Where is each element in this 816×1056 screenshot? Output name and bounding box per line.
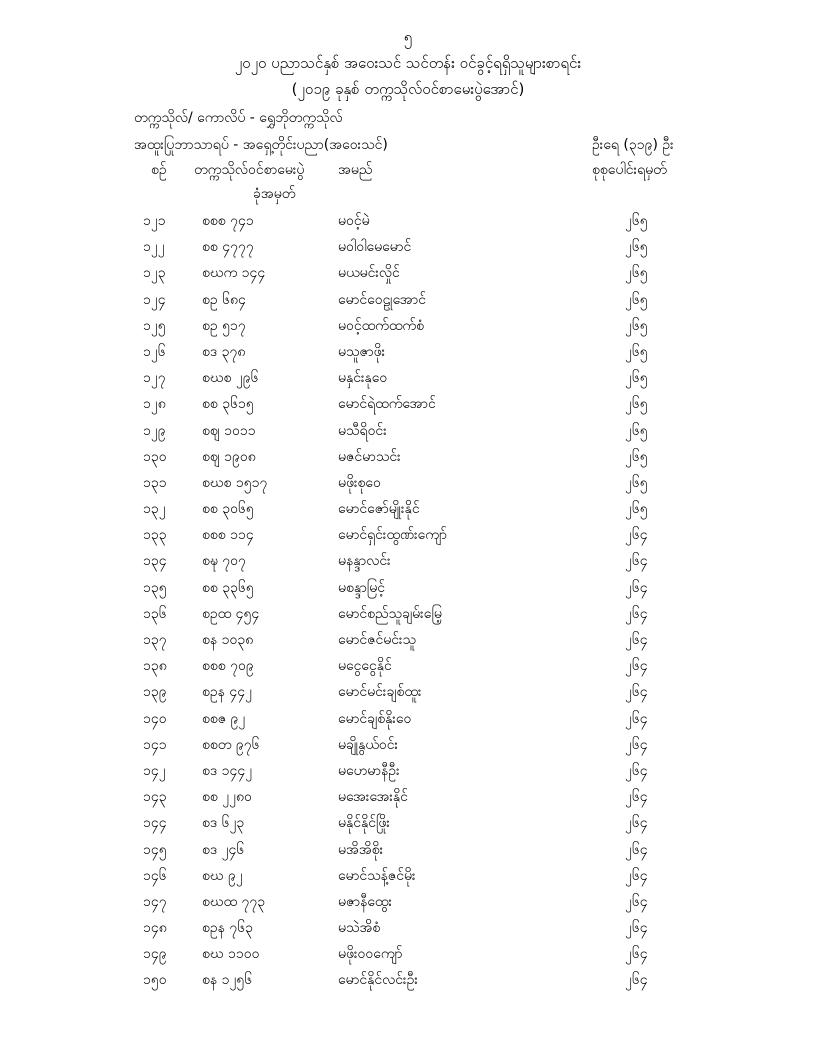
row-name: မောင်ဝေဠုအောင် xyxy=(338,291,426,308)
row-marks: ၂၆၄ xyxy=(625,841,648,858)
row-marks: ၂၆၄ xyxy=(625,893,648,910)
row-name: မဝါဝါမေမောင် xyxy=(338,239,412,256)
row-no: ၁၂၈ xyxy=(143,396,166,413)
row-name: မအိအိစိုး xyxy=(338,841,384,858)
table-row xyxy=(0,600,816,626)
row-name: မဇာနီထွေး xyxy=(338,893,393,910)
page-number: ၅ xyxy=(403,28,413,46)
table-row xyxy=(0,652,816,678)
row-roll: စစ ၃၆၁၅ xyxy=(202,396,254,413)
row-marks: ၂၆၄ xyxy=(625,736,648,753)
table-row xyxy=(0,443,816,469)
table-row xyxy=(0,678,816,704)
row-no: ၁၄၃ xyxy=(143,789,167,806)
row-marks: ၂၆၄ xyxy=(625,867,648,884)
row-no: ၁၄၉ xyxy=(143,946,167,963)
table-row xyxy=(0,914,816,940)
row-name: မဝင့်ထက်ထက်စံ xyxy=(338,317,424,334)
table-row xyxy=(0,233,816,259)
row-marks: ၂၆၅ xyxy=(625,422,648,439)
row-marks: ၂၆၄ xyxy=(625,579,648,596)
row-name: မငွေငွေနိုင် xyxy=(338,658,392,675)
table-row xyxy=(0,836,816,862)
row-roll: စဒ ၃၇၈ xyxy=(202,343,246,360)
row-roll: စစစ ၁၁၄ xyxy=(202,527,254,544)
row-marks: ၂၆၅ xyxy=(625,501,648,518)
row-no: ၁၂၅ xyxy=(143,317,166,334)
row-no: ၁၃၉ xyxy=(143,684,167,701)
row-no: ၁၄၂ xyxy=(143,762,166,779)
row-name: မောင်ရဲထက်အောင် xyxy=(338,396,436,413)
table-row xyxy=(0,495,816,521)
table-row xyxy=(0,417,816,443)
row-marks: ၂၆၅ xyxy=(625,396,648,413)
header-roll-line2: ခုံအမှတ် xyxy=(253,186,296,202)
table-row xyxy=(0,809,816,835)
row-name: မချိုနွယ်ဝင်း xyxy=(338,736,399,753)
row-name: မနန္ဒာလင်း xyxy=(338,553,391,570)
row-no: ၁၃၂ xyxy=(143,501,166,518)
row-no: ၁၂၁ xyxy=(143,213,166,229)
table-row xyxy=(0,731,816,757)
table-row xyxy=(0,862,816,888)
row-roll: စစဇ ၉၂ xyxy=(202,710,246,727)
row-no: ၁၅၀ xyxy=(143,972,167,989)
row-name: မောင်နိုင်လင်းဦး xyxy=(338,972,418,989)
row-name: မောင်ချစ်နိုးဝေ xyxy=(338,710,412,727)
row-no: ၁၂၉ xyxy=(143,422,166,439)
header-roll: တက္ကသိုလ်ဝင်စာမေးပွဲ xyxy=(194,162,305,178)
table-row xyxy=(0,338,816,364)
row-marks: ၂၆၄ xyxy=(625,815,648,832)
table-row xyxy=(0,312,816,338)
row-name: မဖိုးစုဝေ xyxy=(338,474,381,491)
row-marks: ၂၆၅ xyxy=(625,317,648,334)
row-name: မနှင်းနုဝေ xyxy=(338,370,388,387)
row-roll: စစတ ၉၇၆ xyxy=(202,736,260,753)
row-no: ၁၃၃ xyxy=(143,527,167,544)
row-marks: ၂၆၄ xyxy=(625,553,648,570)
row-no: ၁၄၆ xyxy=(143,867,167,884)
table-row xyxy=(0,547,816,573)
row-roll: စစစ ၇၄၁ xyxy=(202,213,254,229)
row-roll: စဃစ ၂၉၆ xyxy=(202,370,259,387)
row-marks: ၂၆၅ xyxy=(625,213,648,229)
row-no: ၁၃၀ xyxy=(143,448,167,465)
row-no: ၁၃၇ xyxy=(143,632,167,648)
row-no: ၁၄၇ xyxy=(143,893,167,910)
results-table xyxy=(0,207,816,993)
table-row xyxy=(0,574,816,600)
row-roll: စဃ ၁၁၀၀ xyxy=(202,946,260,963)
row-no: ၁၃၈ xyxy=(143,658,167,675)
row-name: မောင်ရှင်းထွဏ်းကျော် xyxy=(338,527,447,544)
row-roll: စဥ ၅၁၇ xyxy=(202,317,246,334)
row-roll: စဥထ ၄၅၄ xyxy=(202,605,260,622)
row-name: မအေးအေးနိုင် xyxy=(338,789,408,806)
row-marks: ၂၆၅ xyxy=(625,265,648,282)
row-roll: စန ၁၀၃၈ xyxy=(202,632,254,648)
row-no: ၁၂၇ xyxy=(143,370,166,387)
row-roll: စဃက ၁၄၄ xyxy=(202,265,266,282)
row-roll: စဥန ၇၆၃ xyxy=(202,920,253,937)
row-marks: ၂၆၅ xyxy=(625,343,648,360)
row-name: မဖိုးဝဝကျော် xyxy=(338,946,403,963)
row-name: မောင်ဇော်မျိုးနိုင် xyxy=(338,501,420,518)
row-name: မစန္ဒာမြင့် xyxy=(338,579,385,596)
table-row xyxy=(0,888,816,914)
document-title: ၂၀၂၀ ပညာသင်နှစ် အဝေးသင် သင်တန်း ဝင်ခွင့်ရရှိသူများစာရင်း xyxy=(234,54,582,72)
table-row xyxy=(0,521,816,547)
row-marks: ၂၆၄ xyxy=(625,684,648,701)
row-no: ၁၃၄ xyxy=(143,553,167,570)
row-roll: စဥန ၄၄၂ xyxy=(202,684,252,701)
row-marks: ၂၆၄ xyxy=(625,972,648,989)
row-no: ၁၂၃ xyxy=(143,265,166,282)
row-roll: စစ ၃၃၆၅ xyxy=(202,579,254,596)
row-marks: ၂၆၅ xyxy=(625,370,648,387)
row-marks: ၂၆၄ xyxy=(625,710,648,727)
row-marks: ၂၆၄ xyxy=(625,605,648,622)
row-roll: စဍ္ဎ ၇၀၇ xyxy=(202,553,246,570)
table-row xyxy=(0,259,816,285)
total-count: ဦးရေ (၃၁၉) ဦး xyxy=(592,137,674,153)
table-row xyxy=(0,207,816,233)
row-marks: ၂၆၅ xyxy=(625,448,648,465)
row-marks: ၂၆၄ xyxy=(625,527,648,544)
header-name: အမည် xyxy=(338,162,373,178)
row-roll: စစ ၃၀၆၅ xyxy=(202,501,254,518)
row-roll: စစ ၄၇၇၇ xyxy=(202,239,254,256)
row-no: ၁၃၁ xyxy=(143,474,167,491)
row-name: မောင်ဇင်မင်းသူ xyxy=(338,632,417,648)
row-no: ၁၃၆ xyxy=(143,605,167,622)
row-marks: ၂၆၄ xyxy=(625,658,648,675)
row-no: ၁၄၀ xyxy=(143,710,167,727)
university-label: တက္ကသိုလ်/ ကောလိပ် - ရွှေဘိုတက္ကသိုလ် xyxy=(134,110,343,126)
table-row xyxy=(0,286,816,312)
row-roll: စဒ ၁၄၄၂ xyxy=(202,762,253,779)
table-row xyxy=(0,966,816,992)
row-name: မယမင်းလှိုင် xyxy=(338,265,400,282)
row-roll: စဈ ၁၉၀၈ xyxy=(202,448,256,465)
row-marks: ၂၆၄ xyxy=(625,789,648,806)
row-no: ၁၃၅ xyxy=(143,579,167,596)
row-name: မဝင့်မဲ xyxy=(338,213,370,229)
row-no: ၁၄၁ xyxy=(143,736,167,753)
row-name: မသဲအိစံ xyxy=(338,920,381,937)
row-roll: စဒ ၂၄၆ xyxy=(202,841,245,858)
document-subtitle: (၂၀၁၉ ခုနှစ် တက္ကသိုလ်ဝင်စာမေးပွဲအောင်) xyxy=(291,80,525,98)
row-name: မောင်မင်းချစ်ထူး xyxy=(338,684,422,701)
row-roll: စဈ ၁၀၁၁ xyxy=(202,422,256,439)
row-name: မနိုင်နိုင်ဖြိုး xyxy=(338,815,390,832)
row-marks: ၂၆၄ xyxy=(625,946,648,963)
row-roll: စဃ ၉၂ xyxy=(202,867,243,884)
table-row xyxy=(0,705,816,731)
table-row xyxy=(0,757,816,783)
table-row xyxy=(0,626,816,652)
row-marks: ၂၆၄ xyxy=(625,762,648,779)
row-marks: ၂၆၄ xyxy=(625,632,648,648)
table-row xyxy=(0,390,816,416)
table-row xyxy=(0,783,816,809)
table-row xyxy=(0,364,816,390)
row-roll: စဃစ ၁၅၁၇ xyxy=(202,474,268,491)
row-name: မသီရိဝင်း xyxy=(338,422,387,439)
row-no: ၁၄၈ xyxy=(143,920,167,937)
row-no: ၁၂၂ xyxy=(143,239,165,256)
row-name: မောင်စည်သူချမ်းမြေ့ xyxy=(338,605,442,622)
row-name: မသူဇာဖိုး xyxy=(338,343,386,360)
row-roll: စန ၁၂၅၆ xyxy=(202,972,253,989)
row-name: မဇင်မာသင်း xyxy=(338,448,401,465)
major-label: အထူးပြုဘာသာရပ် - အရှေ့တိုင်းပညာ(အဝေးသင်) xyxy=(134,137,388,153)
row-marks: ၂၆၅ xyxy=(625,474,648,491)
row-roll: စစ ၂၂၈၀ xyxy=(202,789,252,806)
header-no: စဉ် xyxy=(151,162,167,178)
row-marks: ၂၆၅ xyxy=(625,239,648,256)
table-row xyxy=(0,469,816,495)
row-roll: စစစ ၇၀၉ xyxy=(202,658,254,675)
row-name: မဟေမာနီဦး xyxy=(338,762,400,779)
table-row xyxy=(0,940,816,966)
row-roll: စဃထ ၇၇၃ xyxy=(202,893,266,910)
row-name: မောင်သန့်ဇင်မိုး xyxy=(338,867,416,884)
row-marks: ၂၆၄ xyxy=(625,920,648,937)
header-marks: စုစုပေါင်းရမှတ် xyxy=(592,162,667,178)
row-marks: ၂၆၅ xyxy=(625,291,648,308)
row-roll: စဒ ၆၂၃ xyxy=(202,815,245,832)
row-roll: စဥ ၆၈၄ xyxy=(202,291,246,308)
row-no: ၁၄၅ xyxy=(143,841,167,858)
row-no: ၁၂၆ xyxy=(143,343,166,360)
row-no: ၁၄၄ xyxy=(143,815,167,832)
row-no: ၁၂၄ xyxy=(143,291,166,308)
